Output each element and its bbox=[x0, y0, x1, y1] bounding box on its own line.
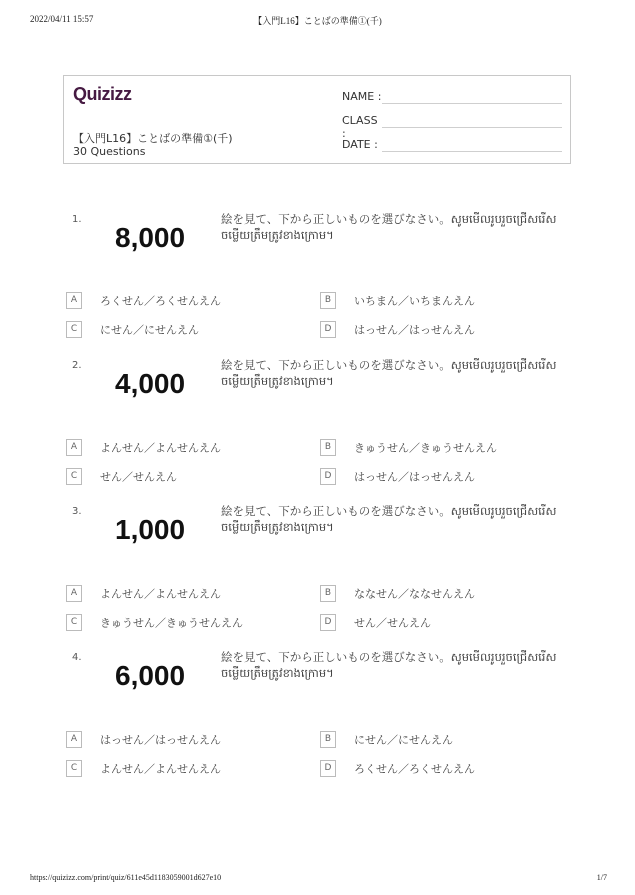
question-count: 30 Questions bbox=[73, 145, 146, 158]
question-number: 3. bbox=[72, 506, 82, 517]
question-figure: 4,000 bbox=[115, 368, 186, 399]
class-line bbox=[382, 127, 562, 128]
name-line bbox=[382, 103, 562, 104]
name-label: NAME : bbox=[342, 90, 382, 103]
option-b: B きゅうせん／きゅうせんえん bbox=[320, 439, 497, 457]
class-field bbox=[342, 114, 382, 140]
print-datetime: 2022/04/11 15:57 bbox=[30, 14, 94, 24]
option-d: D はっせん／はっせんえん bbox=[320, 468, 475, 486]
print-title: 【入門L16】ことばの準備①(千) bbox=[253, 16, 382, 26]
question-prompt: 絵を見て、下から正しいものを選びなさい。សូមមើលរូបរួចជ្រើសរើសចម្លើយត្រឹមត្រូវខាងក្រោម។ bbox=[221, 650, 557, 680]
class-label: CLASS : bbox=[342, 114, 378, 140]
option-c: C にせん／にせんえん bbox=[66, 321, 199, 339]
option-a: A はっせん／はっせんえん bbox=[66, 731, 221, 749]
question-number: 4. bbox=[72, 652, 82, 663]
option-c: C よんせん／よんせんえん bbox=[66, 760, 221, 778]
option-b: B にせん／にせんえん bbox=[320, 731, 453, 749]
name-field bbox=[342, 90, 382, 103]
question-figure: 6,000 bbox=[115, 660, 186, 691]
date-field bbox=[342, 138, 382, 151]
quiz-info-box bbox=[63, 75, 571, 164]
date-line bbox=[382, 151, 562, 152]
option-c: C きゅうせん／きゅうせんえん bbox=[66, 614, 243, 632]
question-prompt: 絵を見て、下から正しいものを選びなさい。សូមមើលរូបរួចជ្រើសរើសចម្លើយត្រឹមត្រូវខាងក្រោម។ bbox=[221, 358, 557, 388]
option-a: A ろくせん／ろくせんえん bbox=[66, 292, 221, 310]
date-label: DATE : bbox=[342, 138, 378, 151]
option-d: D はっせん／はっせんえん bbox=[320, 321, 475, 339]
quizizz-logo: Quizizz bbox=[73, 84, 132, 104]
question-prompt: 絵を見て、下から正しいものを選びなさい。សូមមើលរូបរួចជ្រើសរើសចម្លើយត្រឹមត្រូវខាងក្រោម។ bbox=[221, 212, 557, 242]
question-figure: 1,000 bbox=[115, 514, 186, 545]
option-d: D ろくせん／ろくせんえん bbox=[320, 760, 475, 778]
option-a: A よんせん／よんせんえん bbox=[66, 439, 221, 457]
question-prompt: 絵を見て、下から正しいものを選びなさい。សូមមើលរូបរួចជ្រើសរើសចម្លើយត្រឹមត្រូវខាងក្រោម។ bbox=[221, 504, 557, 534]
option-c: C せん／せんえん bbox=[66, 468, 177, 486]
question-number: 2. bbox=[72, 360, 82, 371]
print-url: https://quizizz.com/print/quiz/611e45d1183059001d627e10 bbox=[30, 873, 222, 882]
page-number: 1/7 bbox=[596, 873, 607, 882]
option-d: D せん／せんえん bbox=[320, 614, 431, 632]
option-b: B ななせん／ななせんえん bbox=[320, 585, 475, 603]
quiz-title: 【入門L16】ことばの準備①(千) bbox=[73, 132, 233, 145]
option-b: B いちまん／いちまんえん bbox=[320, 292, 475, 310]
option-a: A よんせん／よんせんえん bbox=[66, 585, 221, 603]
question-number: 1. bbox=[72, 214, 82, 225]
question-figure: 8,000 bbox=[115, 222, 186, 253]
